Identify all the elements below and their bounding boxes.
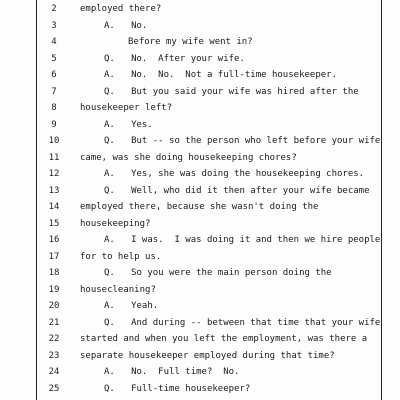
line-number: 6 [51,70,57,80]
line-number: 8 [51,103,57,113]
transcript-line [0,119,400,131]
line-number: 13 [48,185,60,196]
line-text: employed there, because she wasn't doing the [80,202,319,212]
line-text: Q. No. After your wife. [104,53,245,64]
line-text: started and when you left the employment, was there a [80,334,368,344]
line-number: 12 [48,169,60,179]
line-number: 11 [48,152,60,163]
line-number: 4 [51,37,57,47]
line-text: Q. But -- so the person who left before your wife [104,136,381,146]
line-number: 15 [48,218,60,229]
line-number: 20 [48,301,60,311]
transcript-line [0,383,400,395]
line-number: 10 [48,136,60,146]
line-text: Q. Well, who did it then after your wife became [104,185,370,196]
line-text: came, was she doing housekeeping chores? [80,152,297,163]
line-text: A. Yes, she was doing the housekeeping chores. [104,169,365,179]
transcript-line [0,20,400,32]
transcript-line [0,267,400,279]
line-number: 2 [51,4,57,14]
line-text: for to help us. [80,251,162,262]
line-text: A. Yes. [104,119,153,130]
line-text: Q. So you were the main person doing the [104,268,332,278]
transcript-line [0,284,400,296]
transcript-line [0,300,400,312]
line-text: A. No. Full time? No. [104,367,240,377]
transcript-line [0,53,400,65]
line-text: A. No. [104,20,148,31]
line-text: Q. Full-time housekeeper? [104,383,251,394]
line-number: 3 [51,20,57,31]
transcript-line [0,102,400,114]
line-number: 14 [48,202,60,212]
line-number: 9 [51,119,57,130]
line-text: A. No. No. Not a full-time housekeeper. [104,70,337,80]
line-number: 21 [48,317,60,328]
line-number: 5 [51,53,57,64]
transcript-line [0,251,400,263]
transcript-line [0,3,400,15]
line-number: 19 [48,284,60,295]
line-number: 16 [48,235,60,245]
transcript-line [0,201,400,213]
transcript-line [0,69,400,81]
transcript-line [0,350,400,362]
transcript-line [0,36,400,48]
transcript-line [0,366,400,378]
line-text: A. Yeah. [104,301,159,311]
line-number: 22 [48,334,60,344]
line-text: A. I was. I was doing it and then we hire people [104,235,381,245]
transcript-line [0,218,400,230]
transcript-line [0,86,400,98]
line-text: housekeeper left? [80,103,173,113]
transcript-line [0,168,400,180]
line-text: separate housekeeper employed during that time? [80,350,335,361]
line-text: Q. But you said your wife was hired after the [104,86,359,97]
line-text: housecleaning? [80,284,156,295]
transcript-line [0,317,400,329]
transcript-line [0,135,400,147]
line-text: housekeeping? [80,218,151,229]
line-text: Before my wife went in? [128,37,253,47]
line-number: 23 [48,350,60,361]
transcript-line [0,152,400,164]
line-number: 24 [48,367,60,377]
transcript-line [0,234,400,246]
transcript-line [0,185,400,197]
line-number: 7 [51,86,57,97]
line-number: 18 [48,268,60,278]
line-number: 17 [48,251,60,262]
line-text: employed there? [80,4,162,14]
transcript-line [0,333,400,345]
line-number: 25 [48,383,60,394]
line-text: Q. And during -- between that time that your wife [104,317,381,328]
